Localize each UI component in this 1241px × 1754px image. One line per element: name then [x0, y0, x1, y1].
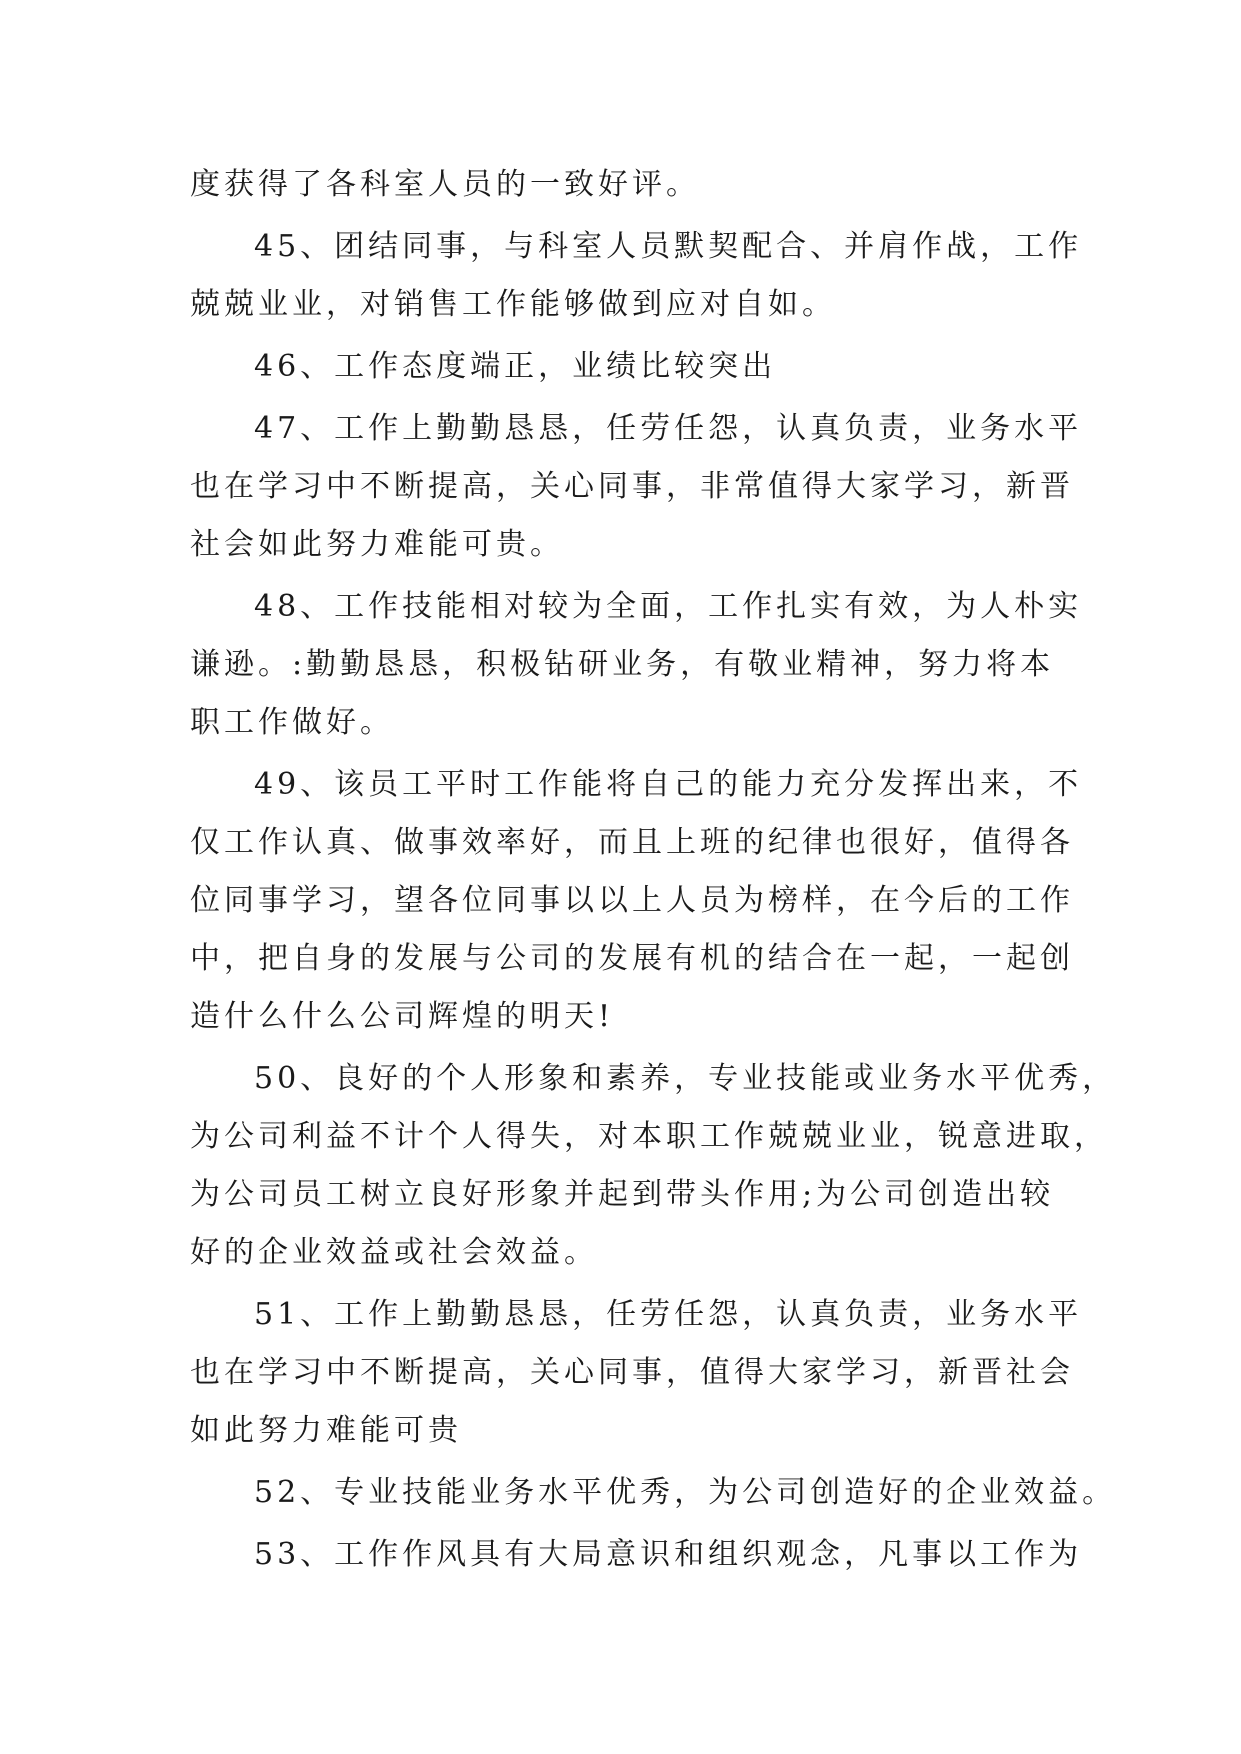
- text-line: 位同事学习，望各位同事以以上人员为榜样，在今后的工作: [190, 883, 1074, 918]
- document-body: [190, 156, 1117, 1588]
- paragraph-continuation: [190, 156, 1060, 214]
- paragraph-45: [190, 218, 1083, 334]
- text-line: 也在学习中不断提高，关心同事，值得大家学习，新晋社会: [190, 1355, 1074, 1390]
- text-line: 兢兢业业，对销售工作能够做到应对自如。: [190, 287, 836, 322]
- text-line: 造什么什么公司辉煌的明天!: [190, 999, 615, 1034]
- text-line: 仅工作认真、做事效率好，而且上班的纪律也很好，值得各: [190, 825, 1074, 860]
- text-line: 如此努力难能可贵: [190, 1413, 462, 1448]
- text-line: 48、工作技能相对较为全面，工作扎实有效，为人朴实: [254, 589, 1083, 624]
- paragraph-53: [190, 1526, 1083, 1584]
- text-line: 47、工作上勤勤恳恳，任劳任怨，认真负责，业务水平: [254, 411, 1083, 446]
- text-line: 50、良好的个人形象和素养，专业技能或业务水平优秀，: [254, 1061, 1117, 1096]
- text-line: 好的企业效益或社会效益。: [190, 1235, 598, 1270]
- text-line: 49、该员工平时工作能将自己的能力充分发挥出来，不: [254, 767, 1083, 802]
- text-line: 也在学习中不断提高，关心同事，非常值得大家学习，新晋: [190, 469, 1074, 504]
- paragraph-49: [190, 756, 1083, 1046]
- paragraph-48: [190, 578, 1083, 752]
- paragraph-46: [190, 338, 1060, 396]
- text-line: 45、团结同事，与科室人员默契配合、并肩作战，工作: [254, 229, 1083, 264]
- text-line: 为公司员工树立良好形象并起到带头作用;为公司创造出较: [190, 1177, 1055, 1212]
- paragraph-50: [190, 1050, 1117, 1282]
- text-line: 社会如此努力难能可贵。: [190, 527, 564, 562]
- text-line: 职工作做好。: [190, 705, 394, 740]
- text-line: 51、工作上勤勤恳恳，任劳任怨，认真负责，业务水平: [254, 1297, 1083, 1332]
- text-line: 谦逊。:勤勤恳恳，积极钻研业务，有敬业精神，努力将本: [190, 647, 1055, 682]
- text-line: 为公司利益不计个人得失，对本职工作兢兢业业，锐意进取，: [190, 1119, 1108, 1154]
- text-line: 52、专业技能业务水平优秀，为公司创造好的企业效益。: [254, 1475, 1117, 1510]
- paragraph-47: [190, 400, 1083, 574]
- text-line: 46、工作态度端正，业绩比较突出: [254, 349, 777, 384]
- text-line: 度获得了各科室人员的一致好评。: [190, 167, 700, 202]
- text-line: 中，把自身的发展与公司的发展有机的结合在一起，一起创: [190, 941, 1074, 976]
- paragraph-52: [190, 1464, 1117, 1522]
- paragraph-51: [190, 1286, 1083, 1460]
- text-line: 53、工作作风具有大局意识和组织观念，凡事以工作为: [254, 1537, 1083, 1572]
